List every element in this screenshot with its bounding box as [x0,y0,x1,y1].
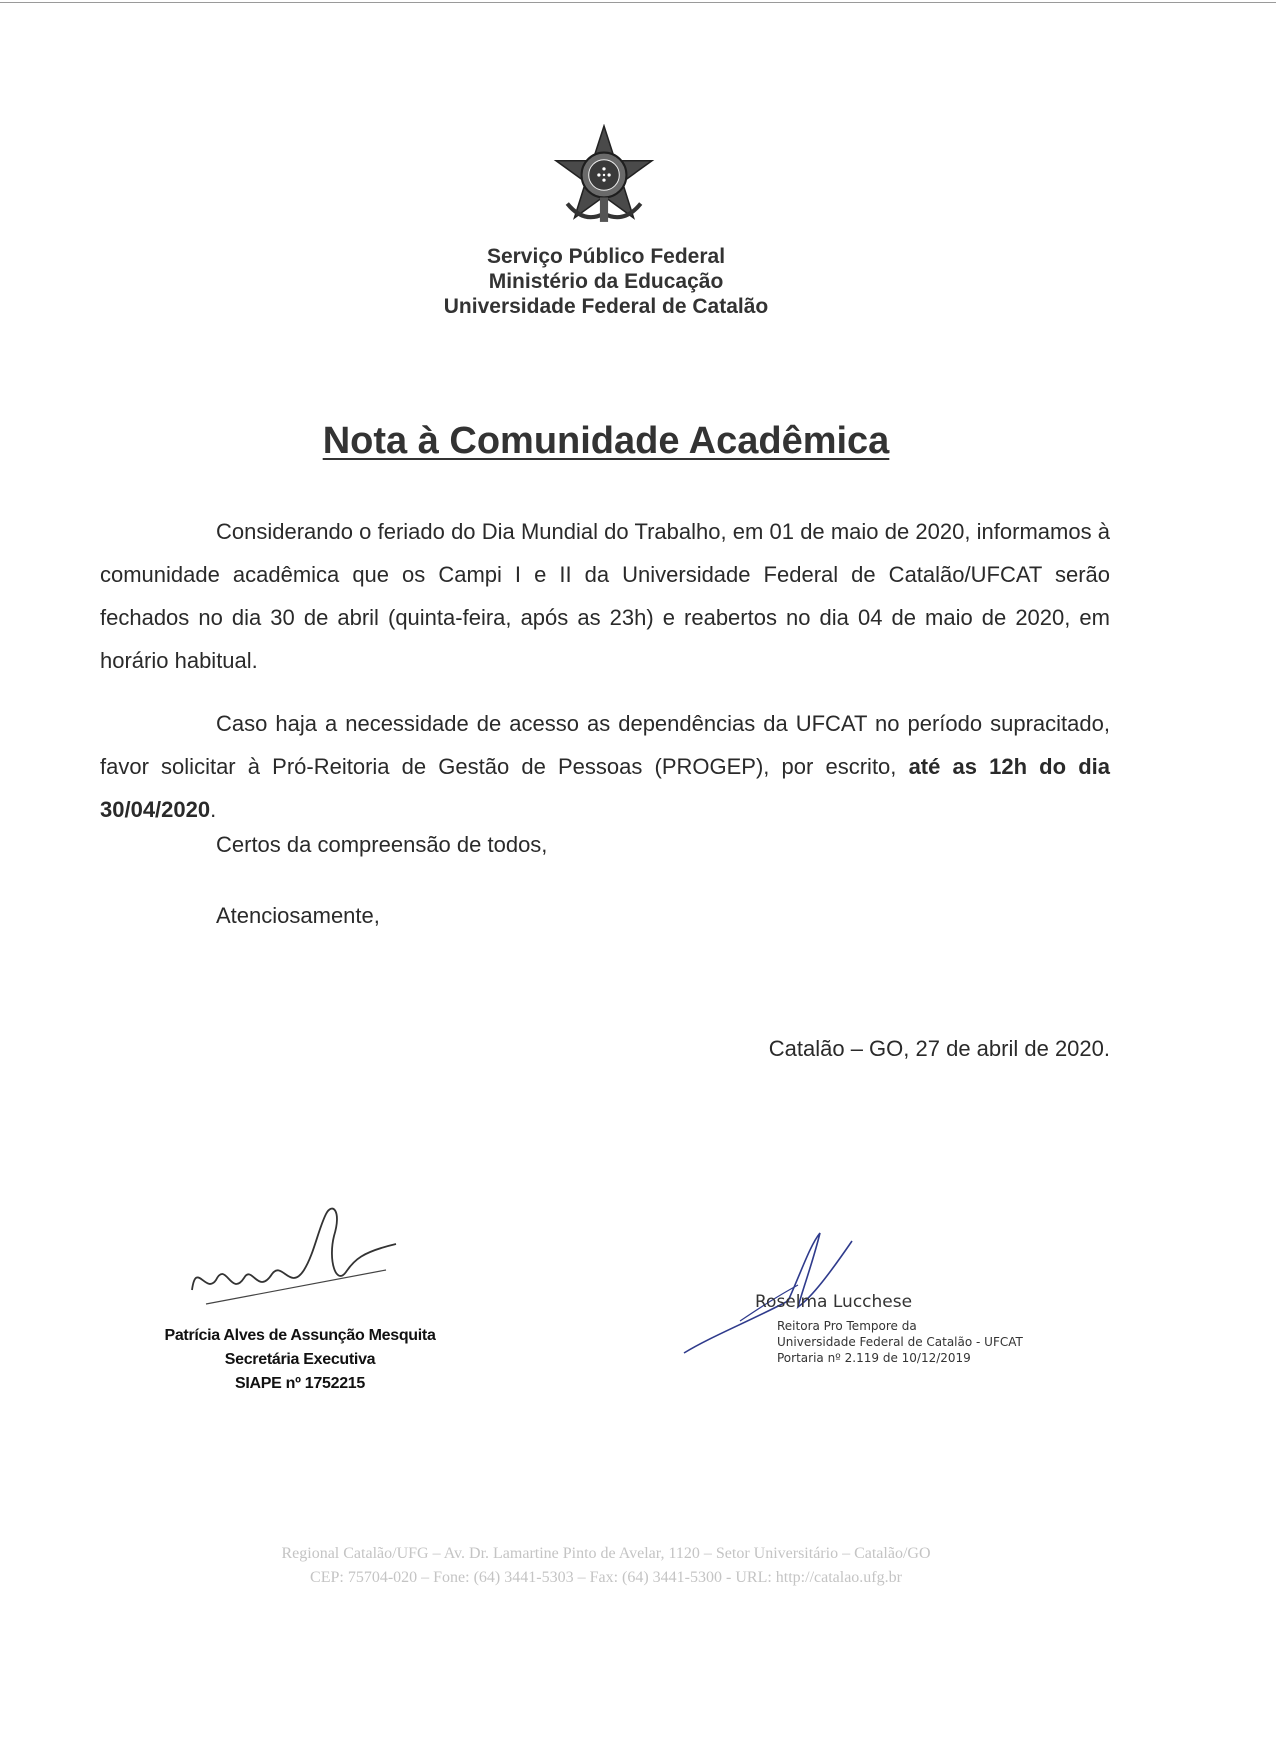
brazil-coat-of-arms-icon [553,124,655,226]
page-title-text: Nota à Comunidade Acadêmica [322,420,890,462]
signature-right-block [755,1292,1023,1366]
signature-left-name: Patrícia Alves de Assunção Mesquita [164,1327,436,1344]
signature-left-id: SIAPE nº 1752215 [234,1375,365,1392]
header-line-2: Ministério da Educação [488,270,724,293]
signature-left-role: Secretária Executiva [224,1351,376,1368]
signature-right-role-1: Reitora Pro Tempore da [777,1319,917,1333]
closing-line-2: Atenciosamente, [216,903,380,928]
closing-line-1: Certos da compreensão de todos, [216,832,548,857]
signature-left-icon [186,1200,406,1320]
paragraph-2-end: . [210,797,217,822]
paragraph-2 [100,702,1110,831]
signature-right-role-3: Portaria nº 2.119 de 10/12/2019 [777,1351,971,1365]
paragraph-2-text: Caso haja a necessidade de acesso as dependências da UFCAT no período supracitado, favor solicitar à Pró-Reitoria de Gestão de Pessoas (PROGEP), por escrito, [100,711,1110,779]
signature-right-name: Roselma Lucchese [755,1292,913,1312]
header-line-1: Serviço Público Federal [486,245,726,268]
paragraph-1: Considerando o feriado do Dia Mundial do Trabalho, em 01 de maio de 2020, informamos à comunidade acadêmica que os Campi I e II da Universidade Federal de Catalão/UFCAT serão fechados no dia 30 de abril (quinta-feira, após as 23h) e reabertos no dia 04 de maio de 2020, em horário habitual. [100,519,1110,673]
scan-edge [0,2,1276,3]
page-title [0,420,1212,463]
footer-line-2: CEP: 75704-020 – Fone: (64) 3441-5303 – Fax: (64) 3441-5300 - URL: http://catalao.ufg.br [310,1569,902,1586]
footer-address [0,1542,1212,1590]
paragraph-2-deadline: até as 12h do dia 30/04/2020 [100,754,1110,822]
signature-left-block [150,1324,450,1396]
document-date: Catalão – GO, 27 de abril de 2020. [768,1036,1110,1061]
signature-right-role-2: Universidade Federal de Catalão - UFCAT [777,1335,1023,1349]
header-line-3: Universidade Federal de Catalão [443,295,769,318]
institution-header [0,244,1212,319]
footer-line-1: Regional Catalão/UFG – Av. Dr. Lamartine Pinto de Avelar, 1120 – Setor Universitário – Catalão/GO [281,1545,931,1562]
